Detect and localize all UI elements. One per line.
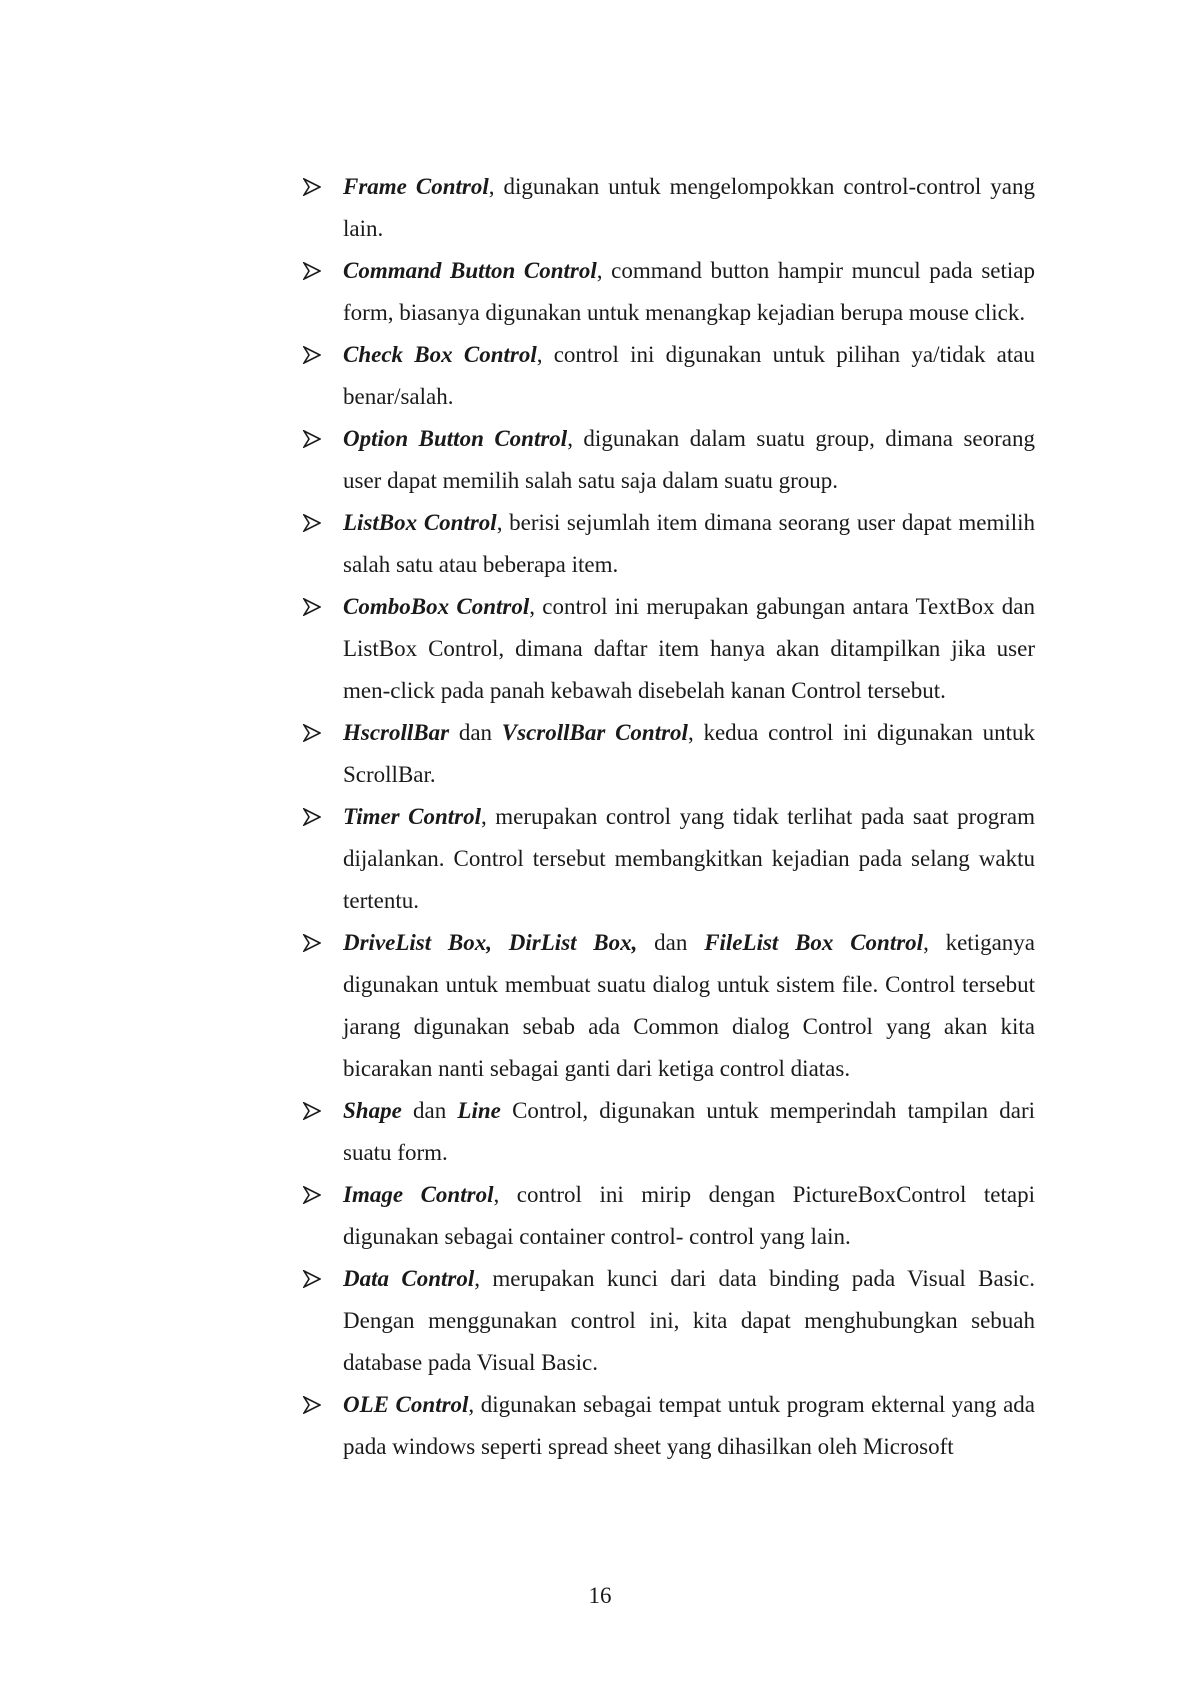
- list-item: [303, 166, 1035, 250]
- arrowhead-bullet-icon: [303, 724, 321, 742]
- list-item: [303, 712, 1035, 796]
- control-term: Line: [457, 1098, 501, 1123]
- description-text: dan: [449, 720, 502, 745]
- control-term: ListBox Control: [343, 510, 497, 535]
- list-item: [303, 796, 1035, 922]
- description-text: , ketiganya digunakan untuk membuat suatu dialog untuk sistem file. Control tersebut jarang digunakan sebab ada Common dialog Control yang akan kita bicarakan nanti sebagai ganti dari ketiga control diatas.: [343, 930, 1035, 1081]
- description-text: , merupakan kunci dari data binding pada Visual Basic. Dengan menggunakan control ini, kita dapat menghubungkan sebuah database pada Visual Basic.: [343, 1266, 1035, 1375]
- description-text: , digunakan untuk mengelompokkan control-control yang lain.: [343, 174, 1035, 241]
- control-list: [303, 166, 1035, 1468]
- control-term: Command Button Control: [343, 258, 597, 283]
- control-term: Option Button Control: [343, 426, 568, 451]
- control-term: FileList Box Control: [704, 930, 924, 955]
- list-item: [303, 502, 1035, 586]
- control-term: Data Control: [343, 1266, 475, 1291]
- list-item: [303, 418, 1035, 502]
- arrowhead-bullet-icon: [303, 808, 321, 826]
- description-text: , control ini mirip dengan PictureBoxControl tetapi digunakan sebagai container control- control yang lain.: [343, 1182, 1036, 1249]
- description-text: Control, digunakan untuk memperindah tampilan dari suatu form.: [343, 1098, 1035, 1165]
- arrowhead-bullet-icon: [303, 430, 321, 448]
- arrowhead-bullet-icon: [303, 178, 321, 196]
- description-text: , control ini merupakan gabungan antara TextBox dan ListBox Control, dimana daftar item hanya akan ditampilkan jika user men-click pada panah kebawah disebelah kanan Control tersebut.: [343, 594, 1036, 703]
- arrowhead-bullet-icon: [303, 934, 321, 952]
- arrowhead-bullet-icon: [303, 514, 321, 532]
- arrowhead-bullet-icon: [303, 1102, 321, 1120]
- description-text: , digunakan sebagai tempat untuk program ekternal yang ada pada windows seperti spread sheet yang dihasilkan oleh Microsoft: [343, 1392, 1035, 1459]
- description-text: , command button hampir muncul pada setiap form, biasanya digunakan untuk menangkap kejadian berupa mouse click.: [343, 258, 1035, 325]
- control-term: Check Box Control: [343, 342, 537, 367]
- list-item: [303, 250, 1035, 334]
- list-item: [303, 1258, 1035, 1384]
- control-term: Image Control: [343, 1182, 494, 1207]
- description-text: , merupakan control yang tidak terlihat pada saat program dijalankan. Control tersebut membangkitkan kejadian pada selang waktu tertentu.: [343, 804, 1035, 913]
- control-term: DriveList Box, DirList Box,: [343, 930, 638, 955]
- control-term: HscrollBar: [343, 720, 450, 745]
- control-term: Timer Control: [343, 804, 481, 829]
- control-term: Shape: [343, 1098, 402, 1123]
- control-term: Frame Control: [343, 174, 489, 199]
- description-text: , berisi sejumlah item dimana seorang user dapat memilih salah satu atau beberapa item.: [343, 510, 1036, 577]
- control-term: VscrollBar Control: [501, 720, 688, 745]
- list-item: [303, 1090, 1035, 1174]
- description-text: , control ini digunakan untuk pilihan ya/tidak atau benar/salah.: [343, 342, 1035, 409]
- list-item: [303, 1174, 1035, 1258]
- list-item: [303, 922, 1035, 1090]
- list-item: [303, 586, 1035, 712]
- arrowhead-bullet-icon: [303, 1186, 321, 1204]
- control-term: OLE Control: [343, 1392, 469, 1417]
- arrowhead-bullet-icon: [303, 1270, 321, 1288]
- list-item: [303, 1384, 1035, 1468]
- page-number: 16: [588, 1583, 612, 1608]
- control-term: ComboBox Control: [343, 594, 530, 619]
- arrowhead-bullet-icon: [303, 262, 321, 280]
- description-text: dan: [637, 930, 705, 955]
- description-text: dan: [401, 1098, 458, 1123]
- description-text: , kedua control ini digunakan untuk ScrollBar.: [343, 720, 1035, 787]
- arrowhead-bullet-icon: [303, 598, 321, 616]
- list-item: [303, 334, 1035, 418]
- arrowhead-bullet-icon: [303, 346, 321, 364]
- description-text: , digunakan dalam suatu group, dimana seorang user dapat memilih salah satu saja dalam suatu group.: [343, 426, 1035, 493]
- arrowhead-bullet-icon: [303, 1396, 321, 1414]
